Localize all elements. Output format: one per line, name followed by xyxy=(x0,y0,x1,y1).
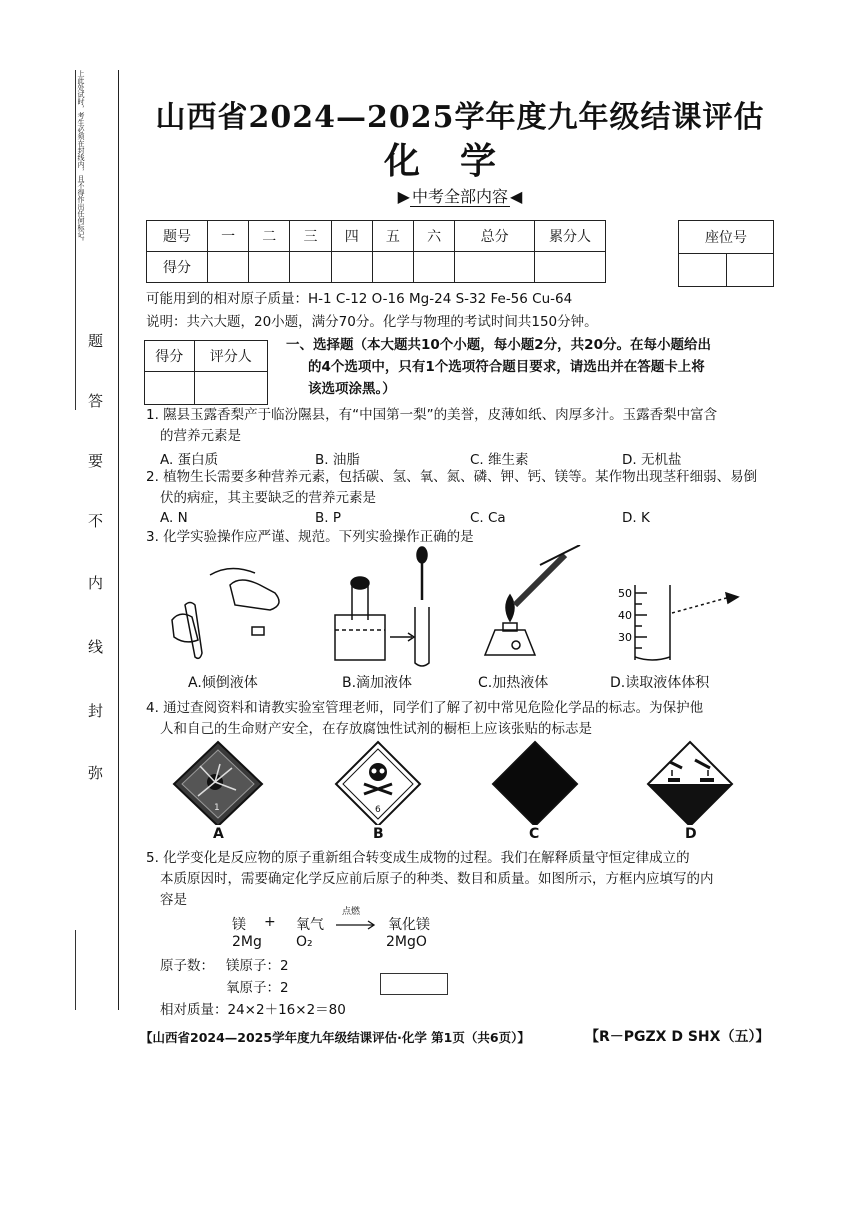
q2-option-a[interactable]: A. N xyxy=(160,510,188,526)
explosive-sign-number: 1 xyxy=(214,803,220,813)
pour-liquid-illustration xyxy=(172,568,279,658)
q4-line-2: 人和自己的生命财产安全，在存放腐蚀性试剂的橱柜上应该张贴的标志是 xyxy=(160,721,592,737)
seat-cell[interactable] xyxy=(679,254,727,287)
seal-char-2: 答 xyxy=(88,392,104,410)
q4-line-1: 4. 通过查阅资料和请教实验室管理老师，同学们了解了初中常见危险化学品的标志。为保护他 xyxy=(146,700,704,716)
score-cell[interactable] xyxy=(249,252,290,283)
seat-table xyxy=(678,220,774,287)
grader-name-label: 评分人 xyxy=(194,341,267,372)
score-header-cell: 六 xyxy=(414,221,455,252)
corrosive-sign-icon xyxy=(648,742,732,825)
score-cell[interactable] xyxy=(414,252,455,283)
section1-heading-3: 该选项涂黑。） xyxy=(308,381,396,397)
mg-atom-line: 镁原子：2 xyxy=(226,958,289,974)
read-volume-illustration xyxy=(635,585,738,660)
q1-option-b[interactable]: B. 油脂 xyxy=(315,452,360,468)
scope-line: ▶ 中考全部内容 ◀ xyxy=(397,187,523,206)
toxic-sign-icon xyxy=(336,742,420,825)
score-table xyxy=(146,220,606,283)
seal-char-1: 题 xyxy=(88,332,104,350)
grader-box xyxy=(144,340,268,405)
q5-line-2: 本质原因时，需要确定化学反应前后原子的种类、数目和质量。如图所示，方框内应填写的内 xyxy=(160,871,714,887)
atomic-masses: 可能用到的相对原子质量：H-1 C-12 O-16 Mg-24 S-32 Fe-56 Cu-64 xyxy=(146,291,573,307)
q3-caption-a[interactable]: A.倾倒液体 xyxy=(188,675,258,691)
seat-label: 座位号 xyxy=(679,221,774,254)
subject-title: 化学 xyxy=(383,140,536,182)
seal-char-7: 封 xyxy=(88,702,104,720)
score-header-cell: 五 xyxy=(372,221,413,252)
score-header-cell: 总分 xyxy=(455,221,535,252)
answer-box[interactable] xyxy=(380,973,448,995)
footer-left: 【山西省2024—2025学年度九年级结课评估·化学 第1页（共6页）】 xyxy=(140,1030,530,1045)
grader-score-cell[interactable] xyxy=(145,372,195,405)
toxic-sign-number: 6 xyxy=(375,805,381,815)
q4-hazard-signs xyxy=(170,740,750,825)
grader-name-cell[interactable] xyxy=(194,372,267,405)
q3-caption-c[interactable]: C.加热液体 xyxy=(478,675,549,691)
cylinder-tick-30: 30 xyxy=(618,631,632,644)
q4-label-c[interactable]: C xyxy=(529,826,540,842)
score-cell[interactable] xyxy=(372,252,413,283)
score-cell[interactable] xyxy=(535,252,606,283)
o-atom-line: 氧原子：2 xyxy=(226,980,289,996)
cylinder-tick-50: 50 xyxy=(618,587,632,600)
eq-plus: + xyxy=(264,914,276,930)
eq-formula-mgo: 2MgO xyxy=(386,934,427,950)
q1-option-d[interactable]: D. 无机盐 xyxy=(622,452,682,468)
q4-label-b[interactable]: B xyxy=(373,826,384,842)
heat-liquid-illustration xyxy=(485,545,580,655)
score-cell[interactable] xyxy=(331,252,372,283)
q5-line-3: 容是 xyxy=(160,892,187,908)
q1-line-2: 的营养元素是 xyxy=(160,428,241,444)
mass-line: 相对质量：24×2＋16×2＝80 xyxy=(160,1002,346,1018)
eq-formula-o2: O₂ xyxy=(296,934,313,950)
scope-text: 中考全部内容 xyxy=(411,187,508,206)
score-header-cell: 三 xyxy=(290,221,331,252)
score-cell[interactable] xyxy=(290,252,331,283)
q2-line-1: 2. 植物生长需要多种营养元素，包括碳、氢、氧、氮、磷、钾、钙、镁等。某作物出现茎秆细弱、易倒 xyxy=(146,469,758,485)
section1-heading-1: 一、选择题（本大题共10个小题，每小题2分，共20分。在每小题给出 xyxy=(286,337,711,353)
seal-line xyxy=(118,70,119,1010)
footer-right: 【R－PGZX D SHX（五）】 xyxy=(585,1029,770,1045)
seat-cell[interactable] xyxy=(726,254,774,287)
eq-formula-mg: 2Mg xyxy=(232,934,262,950)
score-header-cell: 四 xyxy=(331,221,372,252)
q3-line-1: 3. 化学实验操作应严谨、规范。下列实验操作正确的是 xyxy=(146,529,474,545)
section1-heading-2: 的4个选项中，只有1个选项符合题目要求，请选出并在答题卡上将 xyxy=(308,359,705,375)
exam-title: 山西省2024—2025学年度九年级结课评估 xyxy=(155,100,765,135)
black-sign-icon xyxy=(493,742,577,825)
q3-illustrations xyxy=(140,545,760,670)
q4-label-d[interactable]: D xyxy=(685,826,697,842)
instructions: 说明：共六大题，20小题，满分70分。化学与物理的考试时间共150分钟。 xyxy=(146,314,598,330)
score-cell[interactable] xyxy=(455,252,535,283)
grader-score-label: 得分 xyxy=(145,341,195,372)
score-header-cell: 一 xyxy=(208,221,249,252)
q3-caption-d[interactable]: D.读取液体体积 xyxy=(610,675,710,691)
q1-line-1: 1. 隰县玉露香梨产于临汾隰县，有“中国第一梨”的美誉，皮薄如纸、肉厚多汁。玉露香梨中富含 xyxy=(146,407,718,423)
q4-label-a[interactable]: A xyxy=(213,826,224,842)
q1-option-c[interactable]: C. 维生素 xyxy=(470,452,529,468)
seal-char-4: 不 xyxy=(88,512,104,530)
drop-liquid-illustration xyxy=(335,547,429,666)
q5-line-1: 5. 化学变化是反应物的原子重新组合转变成生成物的过程。我们在解释质量守恒定律成立的 xyxy=(146,850,690,866)
q2-option-c[interactable]: C. Ca xyxy=(470,510,506,526)
eq-word-mgo: 氧化镁 xyxy=(388,917,430,933)
q2-line-2: 伏的病症，其主要缺乏的营养元素是 xyxy=(160,490,376,506)
q3-caption-b[interactable]: B.滴加液体 xyxy=(342,675,413,691)
eq-condition: 点燃 xyxy=(342,907,361,917)
seal-char-3: 要 xyxy=(88,452,104,470)
cylinder-tick-40: 40 xyxy=(618,609,632,622)
eq-arrow-icon xyxy=(336,920,378,930)
score-header-cell: 题号 xyxy=(147,221,208,252)
score-row-label: 得分 xyxy=(147,252,208,283)
q1-option-a[interactable]: A. 蛋白质 xyxy=(160,452,219,468)
seal-note: 上此处试时，考生必须在封线内，且不得作出任何标记。 xyxy=(77,70,85,245)
explosive-sign-icon xyxy=(174,742,262,825)
q2-option-d[interactable]: D. K xyxy=(622,510,650,526)
score-cell[interactable] xyxy=(208,252,249,283)
seal-char-6: 线 xyxy=(88,638,104,656)
eq-word-mg: 镁 xyxy=(232,917,246,933)
seal-char-8: 弥 xyxy=(88,764,104,782)
eq-word-o2: 氧气 xyxy=(296,917,324,933)
score-header-cell: 累分人 xyxy=(535,221,606,252)
atom-count-label: 原子数： xyxy=(160,958,214,974)
score-header-cell: 二 xyxy=(249,221,290,252)
seal-char-5: 内 xyxy=(88,574,104,592)
seal-dash-bottom xyxy=(75,930,76,1010)
q2-option-b[interactable]: B. P xyxy=(315,510,341,526)
